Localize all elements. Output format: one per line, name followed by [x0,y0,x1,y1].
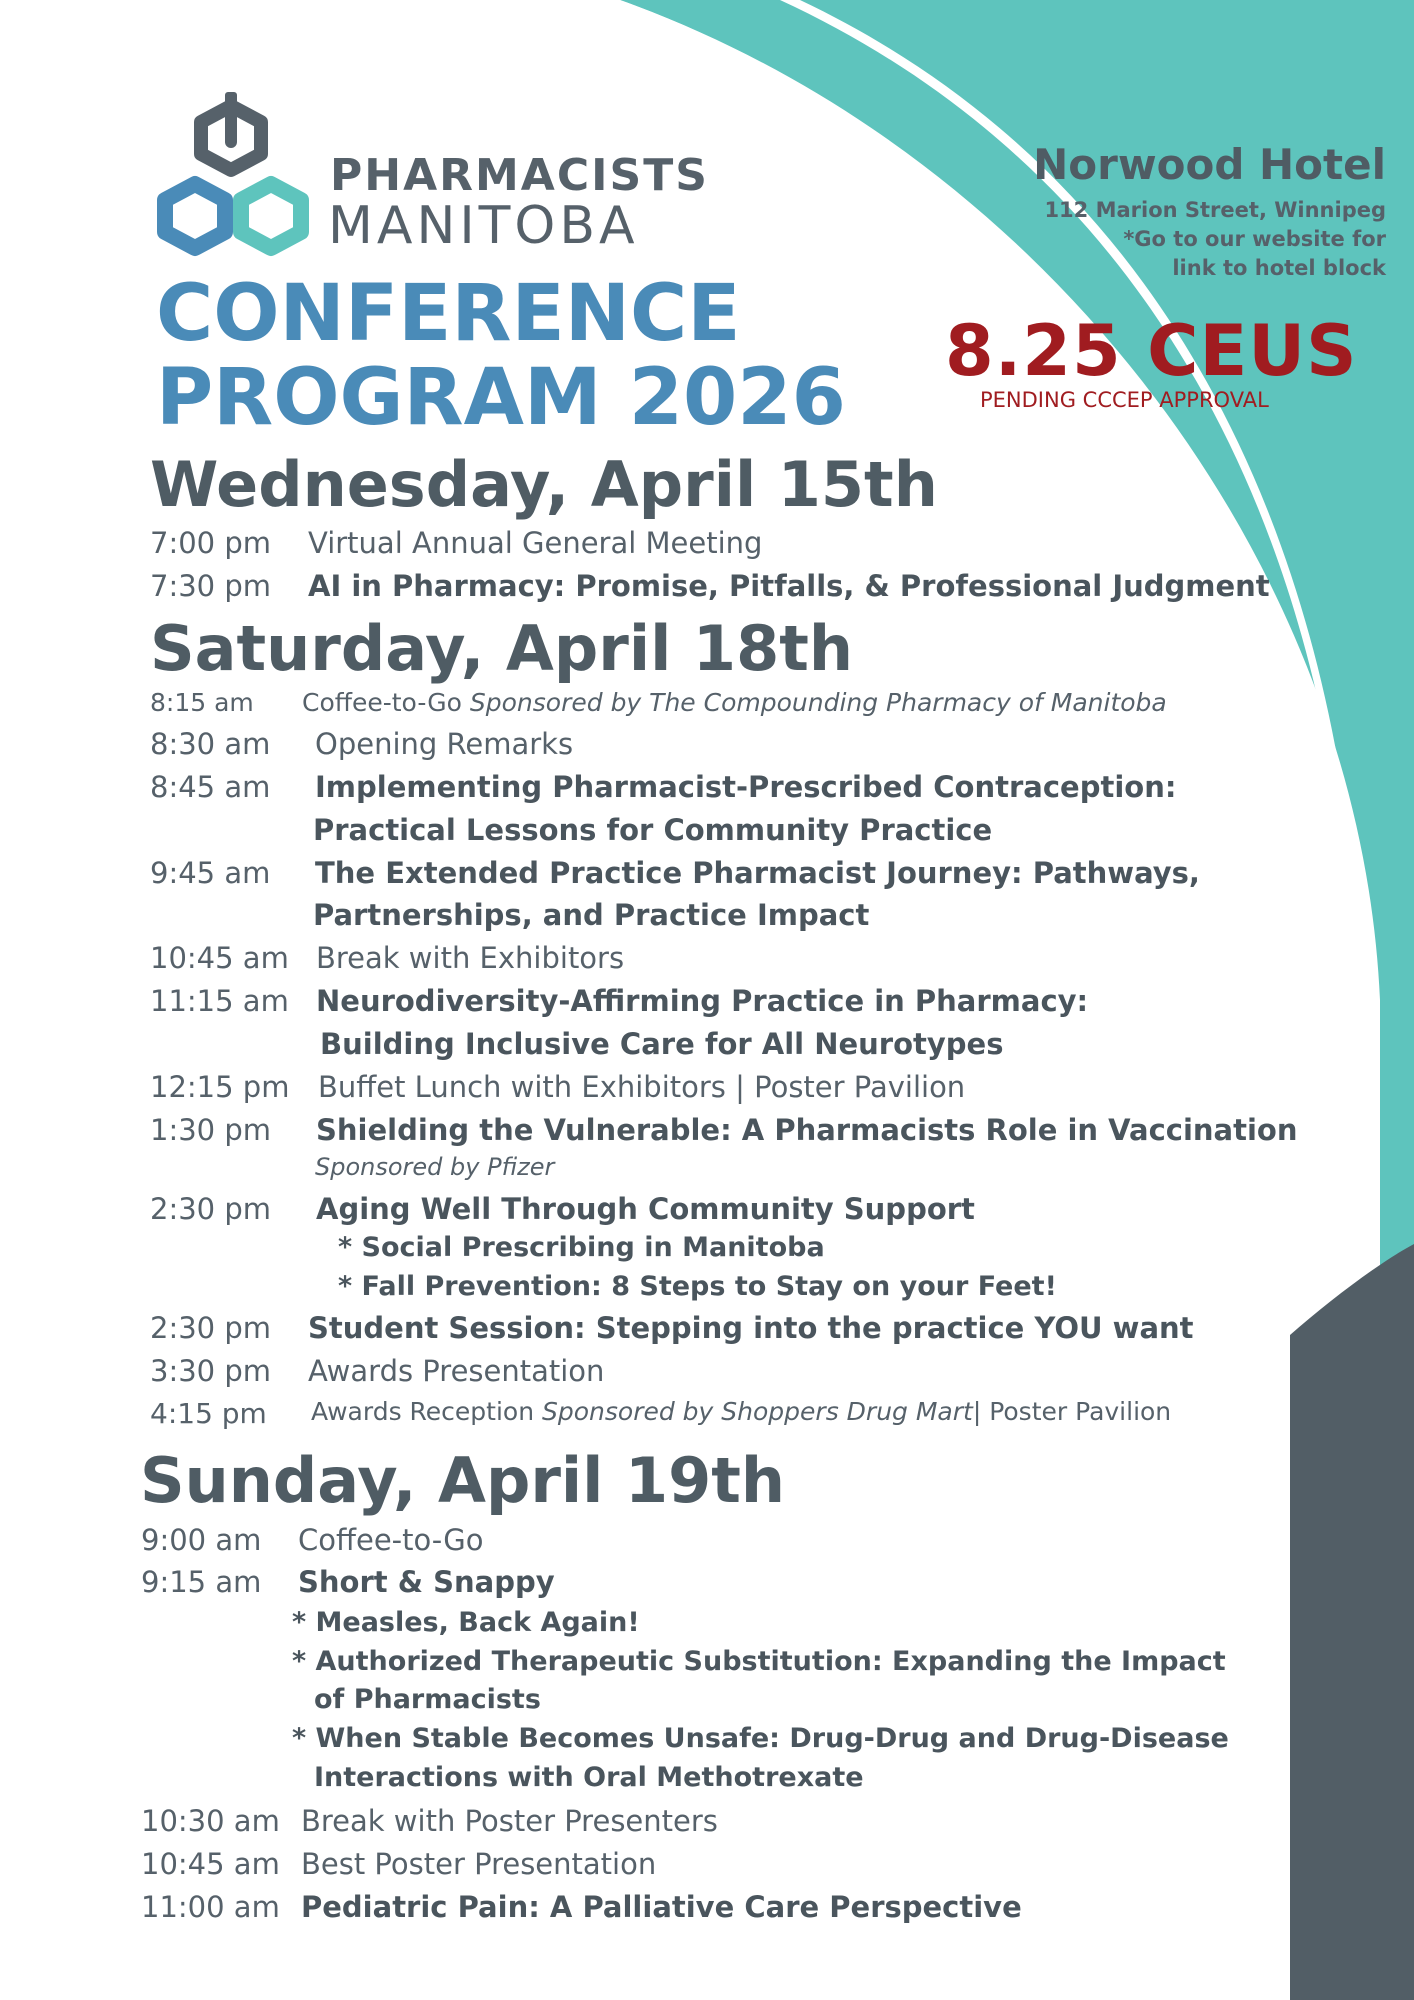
hotel-address: 112 Marion Street, Winnipeg [1044,198,1386,222]
event-time: 7:00 pm [150,526,271,560]
event-time: 2:30 pm [150,1311,271,1345]
event-time: 10:45 am [141,1847,280,1881]
event-title: Best Poster Presentation [301,1847,657,1881]
event-time: 4:15 pm [150,1397,267,1430]
day-heading-sunday: Sunday, April 19th [140,1444,786,1517]
event-time: 2:30 pm [150,1192,271,1226]
event-title-suffix: | Poster Pavilion [972,1397,1172,1426]
day-heading-wednesday: Wednesday, April 15th [150,448,938,521]
event-title: Short & Snappy [298,1565,555,1599]
event-sponsor: Sponsored by Shoppers Drug Mart [542,1397,973,1426]
event-title-line2: Practical Lessons for Community Practice [313,813,993,847]
event-subtopic: * Measles, Back Again! [292,1607,640,1638]
event-title: Opening Remarks [315,727,574,761]
event-subtopic: * Authorized Therapeutic Substitution: Expanding the Impact [292,1646,1226,1677]
logo-text-line1: PHARMACISTS [330,150,709,201]
event-title: Awards Reception [311,1397,535,1426]
event-time: 12:15 pm [150,1070,290,1104]
event-time: 9:15 am [141,1565,262,1599]
event-title: Neurodiversity-Affirming Practice in Pharmacy: [316,984,1089,1018]
hotel-note-2: link to hotel block [1172,256,1386,280]
event-time: 8:15 am [150,688,254,717]
event-title: Break with Poster Presenters [301,1804,718,1838]
dark-corner-shape [1290,1244,1414,2000]
event-subtopic-cont: of Pharmacists [314,1684,541,1715]
event-subtopic: * Fall Prevention: 8 Steps to Stay on your Feet! [338,1271,1057,1302]
title-line1: CONFERENCE [156,269,741,359]
event-title-line2: Partnerships, and Practice Impact [313,898,870,932]
hotel-details [966,196,1386,283]
event-time: 7:30 pm [150,569,271,603]
event-title: Buffet Lunch with Exhibitors | Poster Pavilion [318,1070,966,1104]
ceus-approval-note: PENDING CCCEP APPROVAL [980,388,1269,412]
event-subtopic-cont: Interactions with Oral Methotrexate [314,1762,864,1793]
event-time: 8:30 am [150,727,271,761]
event-time: 9:00 am [141,1523,262,1557]
event-time: 11:15 am [150,984,289,1018]
logo-text-line2: MANITOBA [328,196,639,256]
event-time: 3:30 pm [150,1354,271,1388]
hotel-name: Norwood Hotel [1033,140,1386,189]
event-title: Awards Presentation [308,1354,605,1388]
event-title: Break with Exhibitors [316,941,625,975]
page-title [156,269,846,443]
event-title: Coffee-to-Go [302,688,462,717]
ceus-label: 8.25 CEUS [945,310,1358,392]
day-heading-saturday: Saturday, April 18th [150,612,853,685]
event-title: Pediatric Pain: A Palliative Care Perspective [301,1890,1022,1924]
event-subtopic: * Social Prescribing in Manitoba [338,1232,825,1263]
event-time: 8:45 am [150,770,271,804]
event-title: The Extended Practice Pharmacist Journey: Pathways, [315,856,1200,890]
event-title: Aging Well Through Community Support [316,1192,975,1226]
event-time: 11:00 am [141,1890,280,1924]
event-time: 9:45 am [150,856,271,890]
event-subtopic: * When Stable Becomes Unsafe: Drug-Drug and Drug-Disease [292,1723,1229,1754]
event-title: Coffee-to-Go [298,1523,484,1557]
event-title: Virtual Annual General Meeting [308,526,763,560]
hotel-note-1: *Go to our website for [1123,227,1386,251]
event-time: 10:30 am [141,1804,280,1838]
event-title: Student Session: Stepping into the practice YOU want [308,1311,1194,1345]
event-sponsor: Sponsored by Pfizer [315,1153,555,1181]
event-title: AI in Pharmacy: Promise, Pitfalls, & Professional Judgment [308,569,1270,603]
event-title: Implementing Pharmacist-Prescribed Contraception: [315,770,1177,804]
pharmacists-manitoba-logo-icon [155,92,325,272]
event-title-line2: Building Inclusive Care for All Neurotypes [320,1027,1004,1061]
event-time: 10:45 am [150,941,289,975]
title-line2: PROGRAM 2026 [156,353,846,443]
event-sponsor: Sponsored by The Compounding Pharmacy of Manitoba [469,688,1167,717]
event-time: 1:30 pm [150,1113,271,1147]
event-title: Shielding the Vulnerable: A Pharmacists Role in Vaccination [316,1113,1298,1147]
